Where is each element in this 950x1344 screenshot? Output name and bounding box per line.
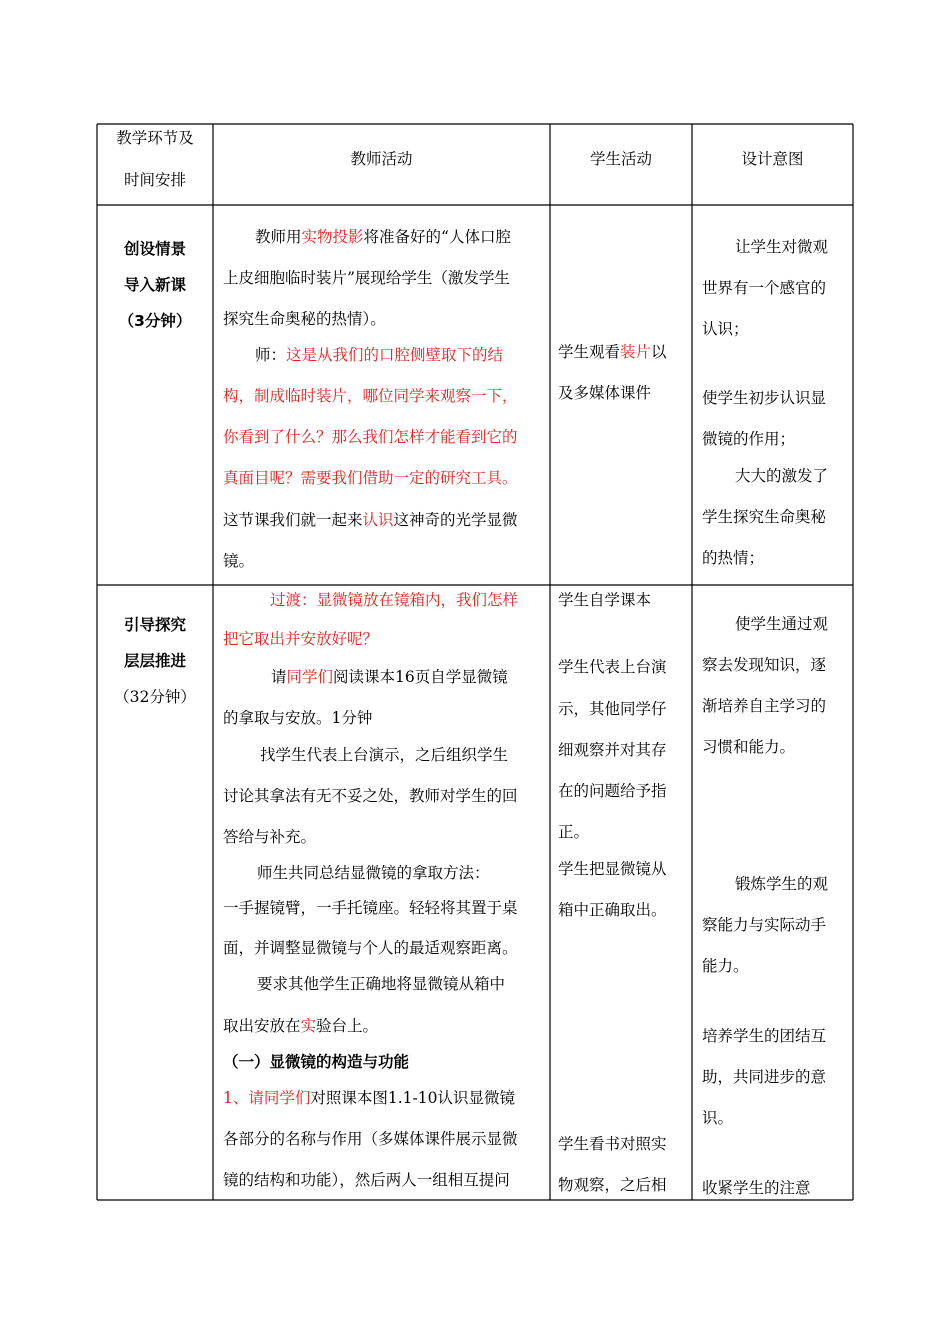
- row1-teacher-line: 这节课我们就一起来认识这神奇的光学显微: [223, 511, 518, 529]
- row2-design-line: 使学生通过观: [735, 615, 829, 633]
- row1-teacher-line: 镜。: [223, 552, 255, 570]
- row1-student-line: 及多媒体课件: [558, 384, 652, 402]
- row2-teacher-line: 各部分的名称与作用（多媒体课件展示显微: [223, 1130, 518, 1148]
- header-stage-time-line2: 时间安排: [123, 171, 186, 189]
- row1-student-line: 学生观看装片以: [558, 343, 667, 361]
- row2-teacher-line: 请同学们阅读课本16页自学显微镜: [271, 668, 508, 686]
- row2-design-line: 察能力与实际动手: [702, 916, 827, 934]
- row1-design-line: 使学生初步认识显: [702, 389, 827, 407]
- row1-teacher-line: 探究生命奥秘的热情）。: [223, 310, 386, 328]
- row1-design-line: 世界有一个感官的: [702, 279, 827, 297]
- row2-teacher-line: 一手握镜臂，一手托镜座。轻轻将其置于桌: [223, 899, 518, 917]
- row2-student-line: 学生看书对照实: [558, 1135, 667, 1153]
- row2-teacher-line: 的拿取与安放。1分钟: [223, 709, 373, 727]
- row1-stage-line2: 导入新课: [123, 276, 186, 294]
- row2-teacher-line: 把它取出并安放好呢？: [223, 630, 379, 648]
- row2-student-line: 示，其他同学仔: [558, 700, 667, 718]
- row2-design-line: 习惯和能力。: [702, 738, 796, 756]
- row1-stage-line1: 创设情景: [123, 240, 186, 258]
- row2-teacher-line: 找学生代表上台演示，之后组织学生: [260, 746, 509, 764]
- row2-teacher-line: 面，并调整显微镜与个人的最适观察距离。: [223, 939, 518, 957]
- header-stage-time-line1: 教学环节及: [116, 129, 194, 147]
- row2-teacher-line: 讨论其拿法有无不妥之处，教师对学生的回: [223, 787, 518, 805]
- row2-teacher-line: 镜的结构和功能），然后两人一组相互提问: [223, 1171, 510, 1189]
- row1-design-line: 让学生对微观: [735, 238, 829, 256]
- row2-design-line: 识。: [702, 1109, 734, 1127]
- row2-student-line: 细观察并对其存: [558, 741, 667, 759]
- row1-teacher-line: 师：这是从我们的口腔侧壁取下的结: [255, 346, 504, 364]
- row2-design-line: 渐培养自主学习的: [702, 697, 827, 715]
- row1-design-line: 微镜的作用；: [702, 430, 796, 448]
- row2-student-line: 学生把显微镜从: [558, 860, 667, 878]
- row2-teacher-section-heading: （一）显微镜的构造与功能: [223, 1053, 410, 1071]
- row2-design-line: 能力。: [702, 957, 749, 975]
- row1-design-line: 的热情；: [702, 549, 765, 567]
- row2-design-line: 察去发现知识，逐: [702, 656, 827, 674]
- row2-student-line: 学生代表上台演: [558, 658, 667, 676]
- row2-teacher-line: 师生共同总结显微镜的拿取方法：: [257, 864, 490, 882]
- header-design-intent: 设计意图: [741, 150, 804, 168]
- row2-teacher-line: 1、请同学们对照课本图1.1-10认识显微镜: [223, 1089, 515, 1107]
- row2-teacher-line: 过渡：显微镜放在镜箱内，我们怎样: [270, 591, 519, 609]
- row2-design-line: 助，共同进步的意: [702, 1068, 827, 1086]
- header-teacher-activity: 教师活动: [350, 150, 413, 168]
- row1-teacher-line: 真面目呢？需要我们借助一定的研究工具。: [223, 469, 518, 487]
- row1-design-line: 学生探究生命奥秘: [702, 508, 827, 526]
- header-student-activity: 学生活动: [589, 150, 652, 168]
- row2-stage-line1: 引导探究: [123, 616, 186, 634]
- row2-design-line: 锻炼学生的观: [735, 875, 829, 893]
- row1-teacher-line: 构，制成临时装片，哪位同学来观察一下，: [223, 387, 518, 405]
- row1-teacher-line: 你看到了什么？那么我们怎样才能看到它的: [223, 428, 518, 446]
- row2-design-line: 收紧学生的注意: [702, 1179, 811, 1197]
- row2-stage-line2: 层层推进: [123, 652, 186, 670]
- row1-stage-line3: （3分钟）: [118, 312, 192, 330]
- row1-design-line: 大大的激发了: [735, 467, 829, 485]
- row2-student-line: 物观察，之后相: [558, 1176, 667, 1194]
- row2-teacher-line: 取出安放在实验台上。: [223, 1017, 379, 1035]
- row1-design-line: 认识；: [702, 320, 749, 338]
- row1-teacher-line: 上皮细胞临时装片”展现给学生（激发学生: [223, 269, 510, 287]
- row1-teacher-line: 教师用实物投影将准备好的“人体口腔: [255, 228, 511, 246]
- row2-student-line: 学生自学课本: [558, 591, 652, 609]
- row2-student-line: 在的问题给予指: [558, 782, 667, 800]
- row2-teacher-line: 答给与补充。: [223, 828, 317, 846]
- row2-design-line: 培养学生的团结互: [702, 1027, 827, 1045]
- row2-student-line: 正。: [558, 823, 590, 841]
- row2-student-line: 箱中正确取出。: [558, 901, 667, 919]
- row2-teacher-line: 要求其他学生正确地将显微镜从箱中: [257, 975, 506, 993]
- row2-stage-line3: （32分钟）: [114, 688, 196, 706]
